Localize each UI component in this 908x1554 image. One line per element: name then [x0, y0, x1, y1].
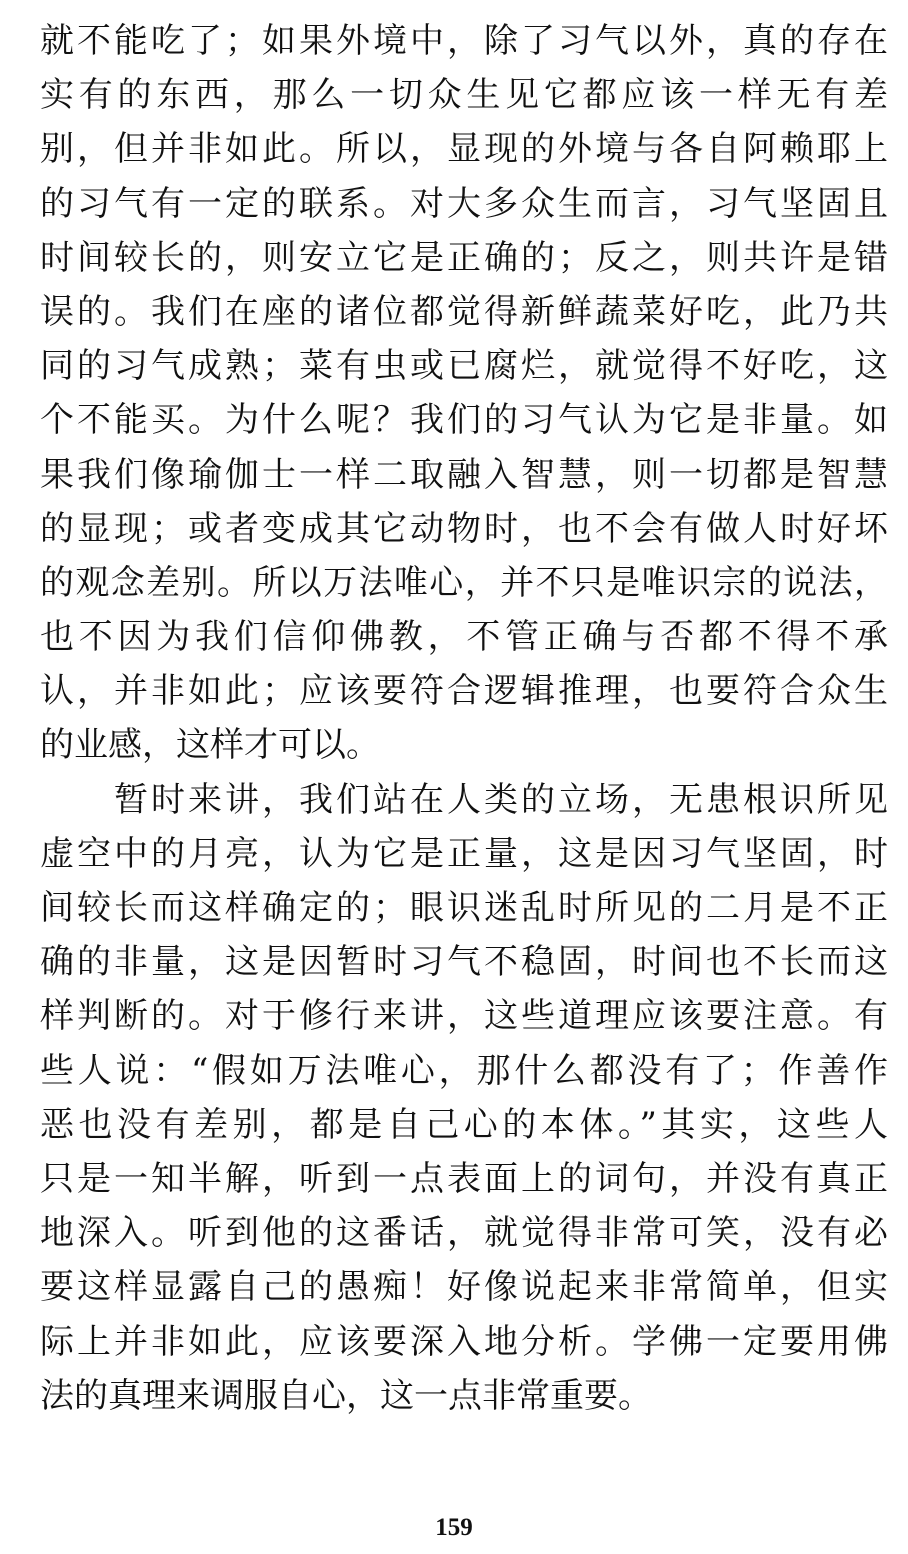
text-line: 虚空中的月亮，认为它是正量，这是因习气坚固，时	[40, 833, 888, 874]
text-line: 的习气有一定的联系。对大多众生而言，习气坚固且	[40, 183, 888, 224]
text-line: 同的习气成熟；菜有虫或已腐烂，就觉得不好吃，这	[40, 346, 888, 387]
text-line: 就不能吃了；如果外境中，除了习气以外，真的存在	[40, 21, 888, 61]
text-line: 确的非量，这是因暂时习气不稳固，时间也不长而这	[40, 942, 888, 983]
text-line: 样判断的。对于修行来讲，这些道理应该要注意。有	[40, 996, 888, 1037]
text-line: 果我们像瑜伽士一样二取融入智慧，则一切都是智慧	[40, 454, 888, 495]
text-line: 间较长而这样确定的；眼识迷乱时所见的二月是不正	[40, 888, 888, 928]
text-line: 的观念差别。所以万法唯心，并不只是唯识宗的说法，	[40, 562, 888, 603]
text-line: 法的真理来调服自心，这一点非常重要。	[40, 1375, 652, 1416]
text-line: 个不能买。为什么呢？我们的习气认为它是非量。如	[40, 400, 888, 441]
text-line: 时间较长的，则安立它是正确的；反之，则共许是错	[40, 237, 888, 278]
text-line: 别，但并非如此。所以，显现的外境与各自阿赖耶上	[40, 129, 888, 170]
text-line: 认，并非如此；应该要符合逻辑推理，也要符合众生	[40, 671, 888, 712]
text-line: 误的。我们在座的诸位都觉得新鲜蔬菜好吃，此乃共	[40, 291, 888, 332]
text-line: 的业感，这样才可以。	[40, 725, 380, 766]
page-number: 159	[435, 1514, 473, 1541]
text-line: 实有的东西，那么一切众生见它都应该一样无有差	[40, 75, 888, 116]
body-text	[40, 14, 888, 1423]
text-line: 的显现；或者变成其它动物时，也不会有做人时好坏	[40, 508, 888, 549]
text-line: 要这样显露自己的愚痴！好像说起来非常简单，但实	[40, 1267, 888, 1308]
text-line: 只是一知半解，听到一点表面上的词句，并没有真正	[40, 1158, 888, 1199]
text-line: 也不因为我们信仰佛教，不管正确与否都不得不承	[40, 617, 888, 658]
text-line: 恶也没有差别，都是自己心的本体。”其实，这些人	[40, 1104, 888, 1145]
text-line: 暂时来讲，我们站在人类的立场，无患根识所见	[40, 779, 888, 820]
text-line: 些人说：“假如万法唯心，那什么都没有了；作善作	[40, 1050, 888, 1091]
text-line: 地深入。听到他的这番话，就觉得非常可笑，没有必	[40, 1213, 888, 1254]
text-line: 际上并非如此，应该要深入地分析。学佛一定要用佛	[40, 1321, 888, 1362]
